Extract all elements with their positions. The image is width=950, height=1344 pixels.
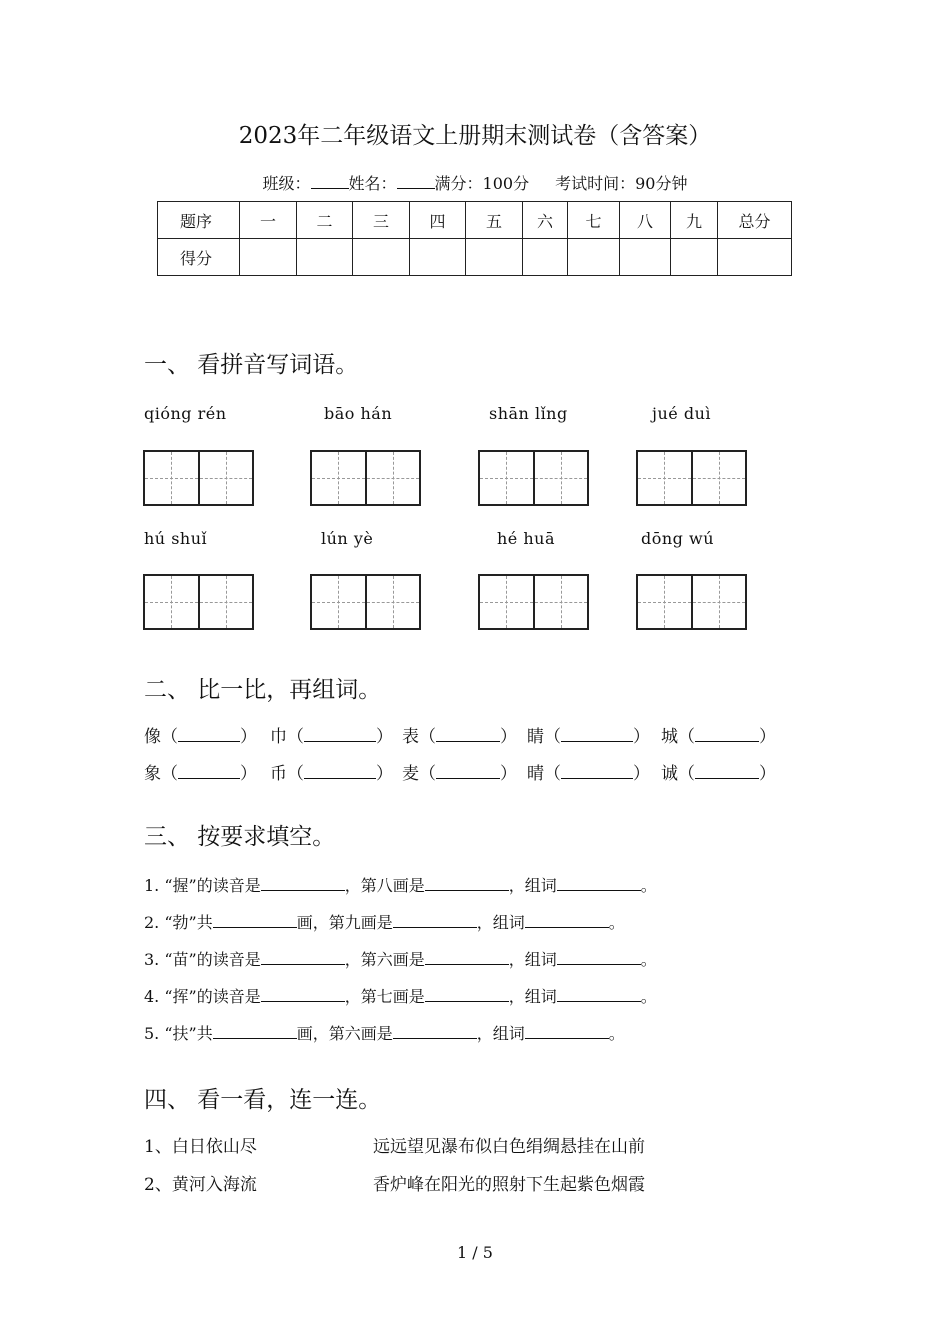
- section-4-title: 四、 看一看，连一连。: [144, 1087, 382, 1113]
- item-text: 。: [608, 1024, 625, 1043]
- compare-char: 诚: [661, 764, 678, 784]
- item-number: 4.: [144, 987, 160, 1006]
- item-text: 共: [196, 1024, 213, 1043]
- class-label: 班级：: [262, 174, 311, 193]
- answer-blank[interactable]: [178, 724, 240, 742]
- answer-blank[interactable]: [425, 873, 509, 891]
- compare-item: 麦（ ）: [402, 759, 517, 784]
- section-3-title: 三、 按要求填空。: [144, 824, 336, 850]
- list-item: [144, 947, 657, 970]
- compare-char: 表: [402, 727, 419, 747]
- item-number: 3.: [144, 950, 160, 969]
- score-cell[interactable]: [240, 239, 297, 276]
- compare-item: 晴（ ）: [527, 759, 650, 784]
- col-1: 一: [240, 202, 297, 239]
- answer-blank[interactable]: [304, 724, 376, 742]
- answer-blank[interactable]: [425, 947, 509, 965]
- compare-char: 巾: [270, 727, 287, 747]
- pinyin-8: dōng wú: [641, 529, 715, 548]
- writing-grid[interactable]: [310, 450, 421, 506]
- item-text: 。: [640, 987, 657, 1006]
- full-score: 满分：100分: [434, 174, 530, 193]
- item-text: ，组词: [476, 1024, 525, 1043]
- col-6: 六: [523, 202, 568, 239]
- item-number: 1.: [144, 876, 160, 895]
- answer-blank[interactable]: [561, 724, 633, 742]
- col-4: 四: [410, 202, 466, 239]
- item-text: ，第八画是: [344, 876, 425, 895]
- pinyin-3: shān lǐng: [489, 404, 568, 423]
- col-9: 九: [671, 202, 718, 239]
- col-3: 三: [353, 202, 410, 239]
- item-text: 画，第六画是: [296, 1024, 393, 1043]
- compare-char: 城: [661, 727, 678, 747]
- item-char: “苗”: [164, 950, 197, 969]
- answer-blank[interactable]: [213, 910, 297, 928]
- answer-blank[interactable]: [261, 947, 345, 965]
- compare-char: 像: [144, 727, 161, 747]
- answer-blank[interactable]: [561, 761, 633, 779]
- item-char: “挥”: [164, 987, 197, 1006]
- answer-blank[interactable]: [525, 1021, 609, 1039]
- answer-blank[interactable]: [557, 984, 641, 1002]
- item-text: 。: [640, 876, 657, 895]
- col-5: 五: [466, 202, 523, 239]
- answer-blank[interactable]: [213, 1021, 297, 1039]
- col-2: 二: [297, 202, 353, 239]
- compare-char: 象: [144, 764, 161, 784]
- list-item: [144, 873, 657, 896]
- item-char: “扶”: [164, 1024, 197, 1043]
- compare-item: 像（ ）: [144, 722, 257, 747]
- compare-item: 城（ ）: [661, 722, 776, 747]
- item-text: 的读音是: [196, 950, 261, 969]
- score-cell[interactable]: [620, 239, 671, 276]
- answer-blank[interactable]: [557, 873, 641, 891]
- compare-char: 晴: [527, 764, 544, 784]
- writing-grid[interactable]: [478, 450, 589, 506]
- answer-blank[interactable]: [525, 910, 609, 928]
- list-item: [144, 984, 657, 1007]
- answer-blank[interactable]: [178, 761, 240, 779]
- match-right-2[interactable]: 香炉峰在阳光的照射下生起紫色烟霞: [373, 1175, 645, 1195]
- pinyin-7: hé huā: [497, 529, 556, 548]
- answer-blank[interactable]: [304, 761, 376, 779]
- pinyin-4: jué duì: [652, 404, 711, 423]
- match-left-2[interactable]: 2、黄河入海流: [144, 1175, 257, 1195]
- list-item: [144, 910, 625, 933]
- answer-blank[interactable]: [557, 947, 641, 965]
- item-text: ，组词: [508, 950, 557, 969]
- item-text: ，第七画是: [344, 987, 425, 1006]
- item-text: 的读音是: [196, 876, 261, 895]
- col-7: 七: [568, 202, 620, 239]
- score-cell[interactable]: [297, 239, 353, 276]
- pinyin-5: hú shuǐ: [144, 529, 208, 548]
- answer-blank[interactable]: [695, 724, 759, 742]
- table-row: [158, 202, 792, 239]
- answer-blank[interactable]: [425, 984, 509, 1002]
- answer-blank[interactable]: [436, 761, 500, 779]
- answer-blank[interactable]: [695, 761, 759, 779]
- writing-grid[interactable]: [143, 574, 254, 630]
- item-text: 的读音是: [196, 987, 261, 1006]
- score-cell[interactable]: [718, 239, 792, 276]
- name-blank[interactable]: [397, 174, 435, 189]
- table-row: [158, 239, 792, 276]
- exam-time: 考试时间：90分钟: [555, 174, 688, 193]
- match-left-1[interactable]: 1、白日依山尽: [144, 1137, 257, 1157]
- class-blank[interactable]: [311, 174, 349, 189]
- score-cell[interactable]: [353, 239, 410, 276]
- compare-item: 睛（ ）: [527, 722, 650, 747]
- answer-blank[interactable]: [436, 724, 500, 742]
- score-cell[interactable]: [466, 239, 523, 276]
- item-text: ，组词: [508, 987, 557, 1006]
- pinyin-1: qióng rén: [144, 404, 227, 423]
- answer-blank[interactable]: [261, 873, 345, 891]
- item-text: 画，第九画是: [296, 913, 393, 932]
- item-char: “勃”: [164, 913, 197, 932]
- match-right-1[interactable]: 远远望见瀑布似白色绢绸悬挂在山前: [373, 1137, 645, 1157]
- score-label: 得分: [158, 239, 240, 276]
- item-text: ，第六画是: [344, 950, 425, 969]
- compare-item: 象（ ）: [144, 759, 257, 784]
- item-number: 5.: [144, 1024, 160, 1043]
- item-text: 。: [640, 950, 657, 969]
- score-table: [157, 201, 792, 276]
- header-label: 题序: [158, 202, 240, 239]
- item-text: 共: [196, 913, 213, 932]
- score-cell[interactable]: [523, 239, 568, 276]
- answer-blank[interactable]: [393, 1021, 477, 1039]
- writing-grid[interactable]: [310, 574, 421, 630]
- score-cell[interactable]: [410, 239, 466, 276]
- score-cell[interactable]: [671, 239, 718, 276]
- item-text: 。: [608, 913, 625, 932]
- pinyin-6: lún yè: [321, 529, 374, 548]
- score-cell[interactable]: [568, 239, 620, 276]
- compare-char: 麦: [402, 764, 419, 784]
- col-8: 八: [620, 202, 671, 239]
- answer-blank[interactable]: [393, 910, 477, 928]
- compare-item: 诚（ ）: [661, 759, 776, 784]
- compare-item: 币（ ）: [270, 759, 393, 784]
- section-2-title: 二、 比一比，再组词。: [144, 677, 382, 703]
- writing-grid[interactable]: [143, 450, 254, 506]
- page-number: 1 / 5: [457, 1243, 493, 1262]
- col-total: 总分: [718, 202, 792, 239]
- page-title: 2023年二年级语文上册期末测试卷（含答案）: [238, 123, 712, 149]
- writing-grid[interactable]: [478, 574, 589, 630]
- compare-char: 睛: [527, 727, 544, 747]
- writing-grid[interactable]: [636, 450, 747, 506]
- answer-blank[interactable]: [261, 984, 345, 1002]
- item-text: ，组词: [508, 876, 557, 895]
- compare-char: 币: [270, 764, 287, 784]
- list-item: [144, 1021, 625, 1044]
- section-1-title: 一、 看拼音写词语。: [144, 352, 359, 378]
- exam-info: [0, 171, 950, 194]
- compare-item: 表（ ）: [402, 722, 517, 747]
- item-text: ，组词: [476, 913, 525, 932]
- item-number: 2.: [144, 913, 160, 932]
- item-char: “握”: [164, 876, 197, 895]
- pinyin-2: bāo hán: [324, 404, 393, 423]
- writing-grid[interactable]: [636, 574, 747, 630]
- name-label: 姓名：: [348, 174, 397, 193]
- compare-item: 巾（ ）: [270, 722, 393, 747]
